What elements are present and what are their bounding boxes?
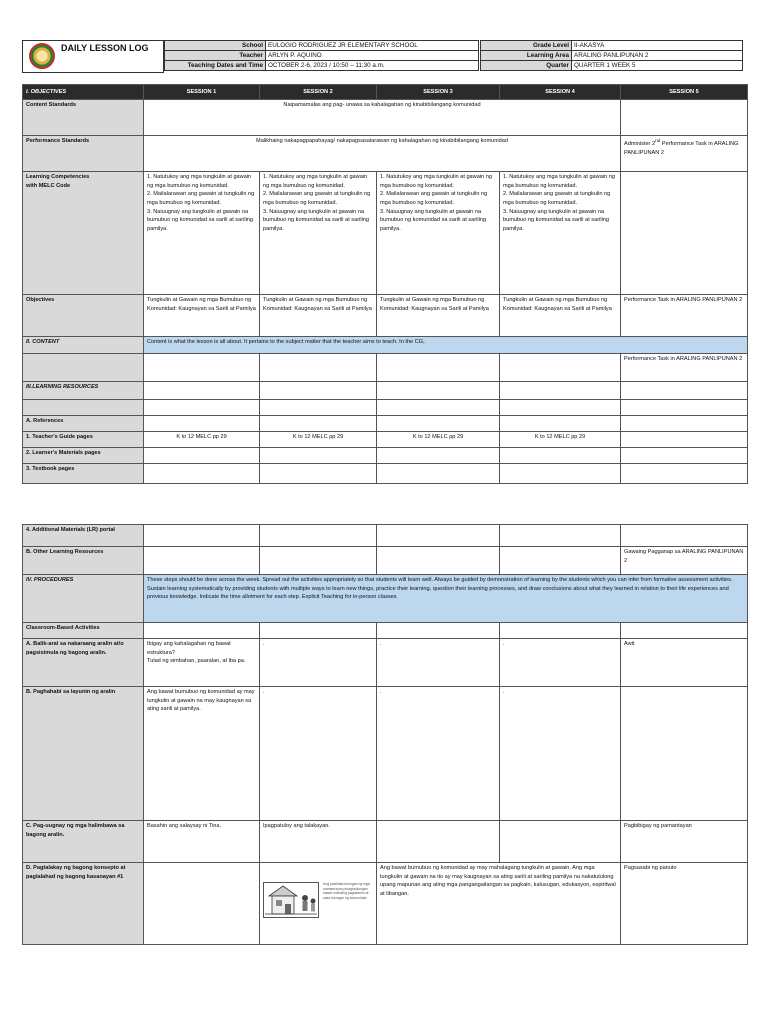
logo-box [22, 40, 164, 73]
grade-value: II-AKASYA [572, 41, 743, 51]
textbook-row: 3. Textbook pages [23, 464, 748, 484]
content-standards-row: Content Standards Naipamamalas ang pag- unawa sa kahalagahan ng kinabibilangang komunidad [23, 100, 748, 136]
blank-row [23, 400, 748, 416]
lesson-table-page-1 [22, 84, 748, 484]
competencies-row: Learning Competencies with MELC Code 1. Natutukoy ang mga tungkulin at gawain ng mga bumubuo ng komunidad. 2. Mailalarawan ang gawain at tungkulin ng mga bumubuo ng komunidad. 3. Naiuugnay ang tungkulin at gawain na bumubuo ng komunidad sa sarili at sariling pamilya. 1. Natutukoy ang mga tungkulin at gawain ng mga bumubuo ng komunidad. 2. Mailalarawan ang gawain at tungkulin ng mga bumubuo ng komunidad. 3. Naiuugnay ang tungkulin at gawain na bumubuo ng komunidad sa sarili at sariling pamilya. 1. Natutukoy ang mga tungkulin at gawain ng mga bumubuo ng komunidad. 2. Mailalarawan ang gawain at tungkulin ng mga bumubuo ng komunidad. 3. Naiuugnay ang tungkulin at gawain na bumubuo ng komunidad sa sarili at sariling pamilya. 1. Natutukoy ang mga tungkulin at gawain ng mga bumubuo ng komunidad. 2. Mailalarawan ang gawain at tungkulin ng mga bumubuo ng komunidad. 3. Naiuugnay ang tungkulin at gawain na bumubuo ng komunidad sa sarili at sariling pamilya. [23, 172, 748, 295]
header-info-right: Grade Level II-AKASYA Learning Area ARALING PANLIPUNAN 2 Quarter QUARTER 1 WEEK 5 [480, 40, 743, 71]
teacher-value: ARLYN P. AQUINO [266, 51, 479, 61]
session-1-header: SESSION 1 [144, 85, 260, 100]
classroom-row: Classroom-Based Activities [23, 623, 748, 639]
session-header-row: I. OBJECTIVES SESSION 1 SESSION 2 SESSION 3 SESSION 4 SESSION 5 [23, 85, 748, 100]
community-illustration-icon [263, 882, 319, 918]
learners-materials-row: 2. Learner's Materials pages [23, 448, 748, 464]
step-b-row: B. Paghahabi sa layunin ng aralin Ang bawat bumubuo ng komunidad ay may tungkulin at gawain na may kaugnayan sa ating sarili at pamilya. . . . [23, 687, 748, 821]
dll-header [22, 40, 746, 74]
procedures-row: IV. PROCEDURES These steps should be done across the week. Spread out the activities appropriately so that students will learn well. Always be guided by demonstration of learning by the students which you can infer from formative assessment activities. Sustain learning systematically by providing students with multiple ways to learn new things, practice their learning, question their learning processes, and draw conclusions about what they learned in relation to their life experiences and previous knowledge. Indicate the time allotment for each step. Explicit Teaching for in-person classes [23, 575, 748, 623]
session-3-header: SESSION 3 [377, 85, 500, 100]
learning-area-value: ARALING PANLIPUNAN 2 [572, 51, 743, 61]
session-2-header: SESSION 2 [260, 85, 377, 100]
additional-materials-row: 4. Additional Materials (LR) portal [23, 525, 748, 547]
quarter-value: QUARTER 1 WEEK 5 [572, 61, 743, 71]
step-a-row: A. Balik-aral sa nakaraang aralin at/o pagsisimula ng bagong aralin. Ibigay ang kahalagahan ng bawat estruktura? Tulad ng simbahan, paaralan, at iba pa. . . . Awit [23, 639, 748, 687]
learning-resources-row: III.LEARNING RESOURCES [23, 382, 748, 400]
step-c-row: C. Pag-uugnay ng mga halimbawa sa bagong aralin. Basahin ang salaysay ni Tina. Ipagpatuloy ang talakayan. Pagbibigay ng pamantayan [23, 821, 748, 863]
other-resources-row: B. Other Learning Resources Gawaing Pagganap sa ARALING PANLIPUNAN 2 [23, 547, 748, 575]
lesson-table-page-2 [22, 524, 748, 945]
performance-standards-row: Performance Standards Malikhaing nakapagpapahayag/ nakapagsasalarawan ng kahalagahan ng kinabibilangang komunidad Administer 2nd Performance Task in ARALING PANLIPUNAN 2 [23, 136, 748, 172]
references-row: A. References [23, 416, 748, 432]
content-row: II. CONTENT Content is what the lesson is all about. It pertains to the subject matter that the teacher aims to teach. In the CG, [23, 337, 748, 354]
header-info-left: School EULOGIO RODRIGUEZ JR ELEMENTARY SCHOOL Teacher ARLYN P. AQUINO Teaching Dates and Time OCTOBER 2-6, 2023 / 10:50 – 11:30 a.m. [164, 40, 479, 71]
session-5-header: SESSION 5 [621, 85, 748, 100]
objectives-row: Objectives Tungkulin at Gawain ng mga Bumubuo ng Komunidad: Kaugnayan sa Sarili at Pamilya Tungkulin at Gawain ng mga Bumubuo ng Komunidad: Kaugnayan sa Sarili at Pamilya Tungkulin at Gawain ng mga Bumubuo ng Komunidad: Kaugnayan sa Sarili at Pamilya Tungkulin at Gawain ng mga Bumubuo ng Komunidad: Kaugnayan sa Sarili at Pamilya Performance Task in ARALING PANLIPUNAN 2 [23, 295, 748, 337]
school-seal-icon [29, 43, 55, 69]
school-value: EULOGIO RODRIGUEZ JR ELEMENTARY SCHOOL [266, 41, 479, 51]
session-4-header: SESSION 4 [500, 85, 621, 100]
dates-value: OCTOBER 2-6, 2023 / 10:50 – 11:30 a.m. [266, 61, 479, 71]
content-empty-row: Performance Task in ARALING PANLIPUNAN 2 [23, 354, 748, 382]
illustration: Ang pasilidad-tulungan ng mga mamamayan pinagtutulungan bawat mabuting pagtatanim at saka tulungan ng komunidad. [263, 882, 373, 918]
teachers-guide-row: 1. Teacher's Guide pages K to 12 MELC pp 29 K to 12 MELC pp 29 K to 12 MELC pp 29 K to 12 MELC pp 29 [23, 432, 748, 448]
step-d-row: D. Pagtalakay ng bagong konsepto at paglalahad ng bagong kasanayan #1 Ang pasilidad-tulungan ng mga mamamayan pinagtutulungan bawat mabuting pagtatanim at saka tulungan ng komunidad. Ang bawat bumubuo ng komunidad ay may mahalagang tungkulin at gawain. Ang mga tungkulin at gawain na ito ay may kaugnayan sa ating sarili at sariling pamilya na nakatutulong upang mapunan ang ating mga pangangailangan sa pagkain, kalusugan, edukasyon, espiritwal at libangan. Pagsasabi ng panuto [23, 863, 748, 945]
page-title: DAILY LESSON LOG [61, 43, 149, 53]
